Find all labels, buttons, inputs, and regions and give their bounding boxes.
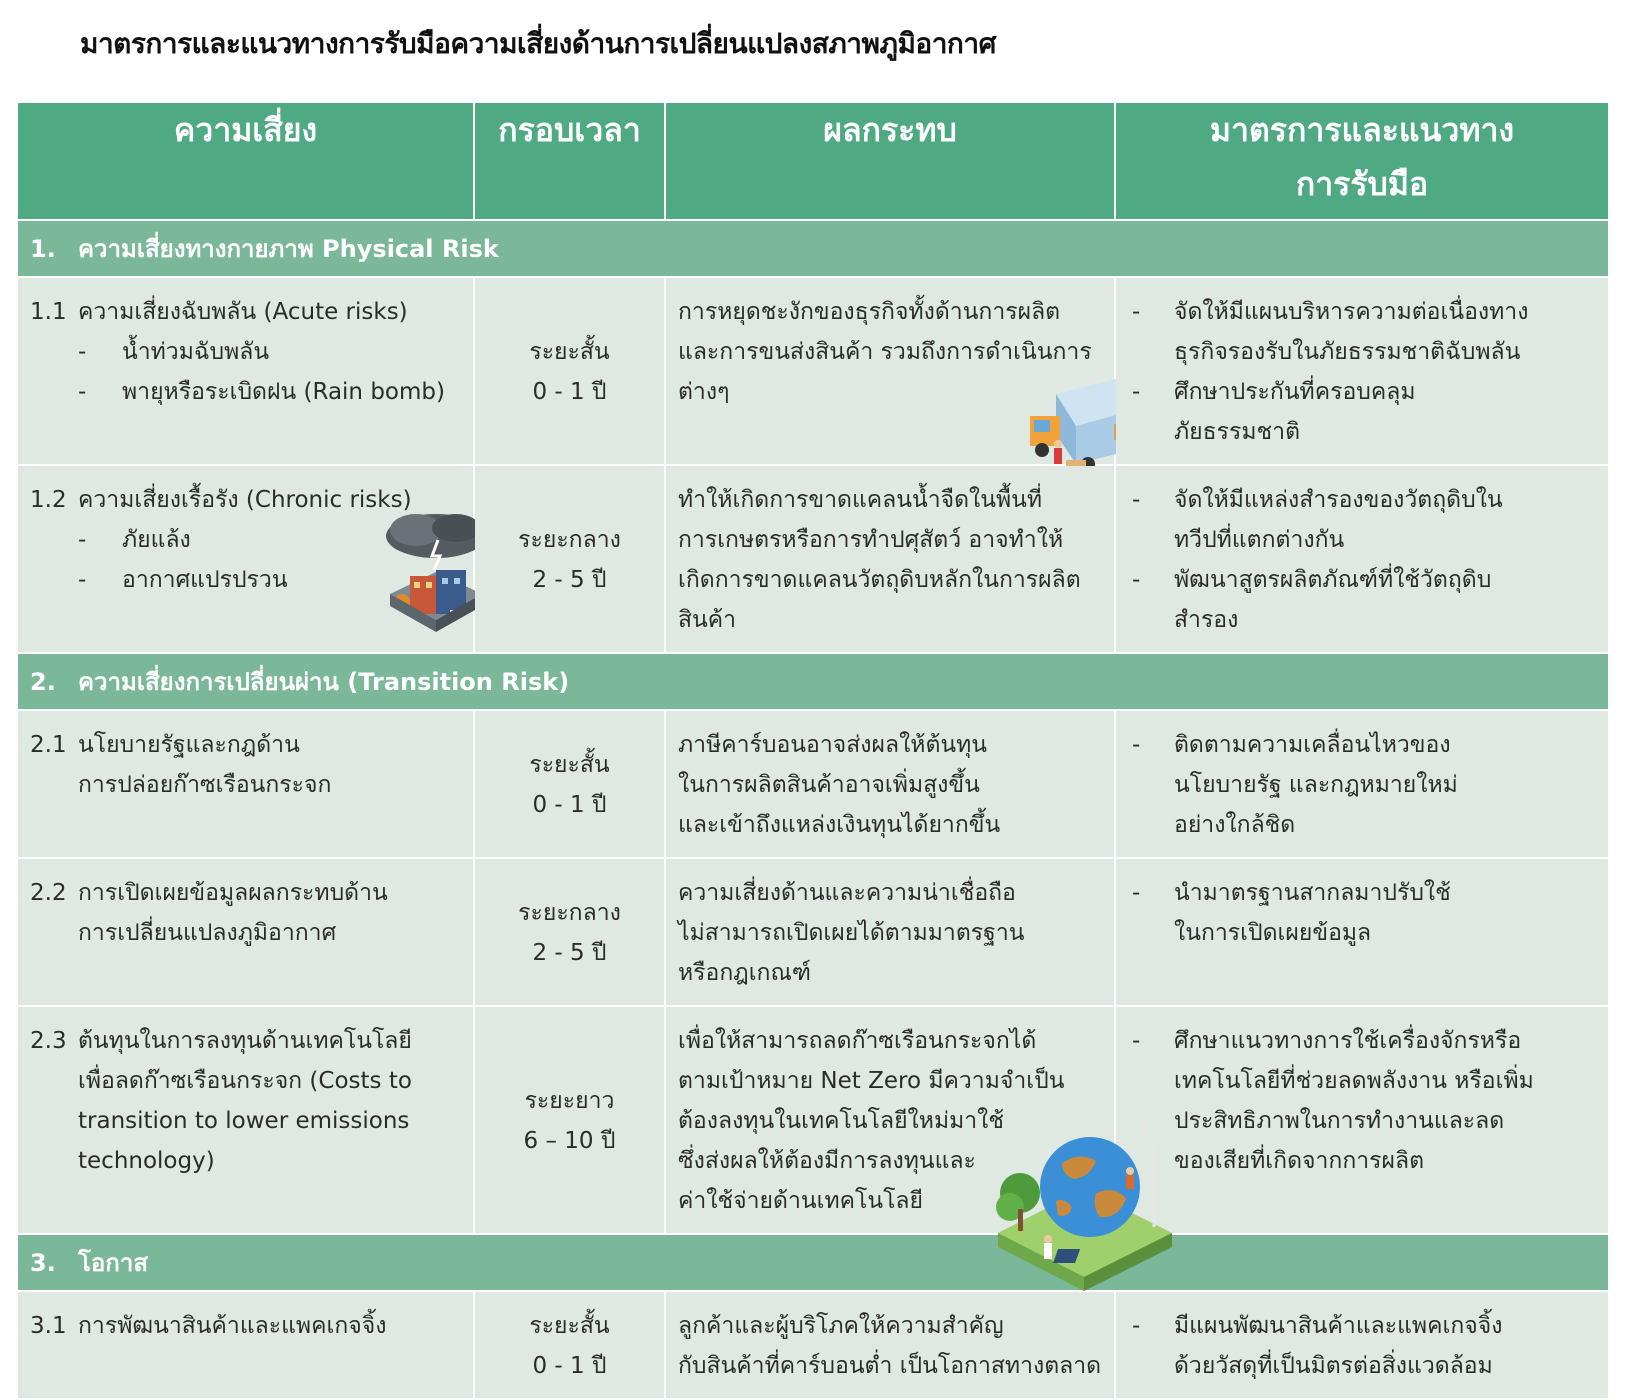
risk-number: 1.1	[30, 299, 67, 325]
risk-name-line: เพื่อลดก๊าซเรือนกระจก (Costs to	[78, 1068, 412, 1094]
section-number: 2.	[30, 668, 56, 696]
impact-line: และการขนส่งสินค้า รวมถึงการดำเนินการ	[678, 339, 1092, 365]
section-title: โอกาส	[78, 1249, 148, 1277]
section-title-cell	[17, 653, 1609, 710]
risk-name-line: technology)	[78, 1148, 215, 1174]
bullet-dash: -	[1132, 732, 1141, 758]
green-globe-illustration	[992, 1123, 1178, 1295]
impact-line: ต้องลงทุนในเทคโนโลยีใหม่มาใช้	[678, 1108, 1005, 1134]
risk-cell	[17, 465, 474, 653]
table-header-row	[17, 102, 1609, 220]
timeframe-years: 2 - 5 ปี	[532, 567, 607, 593]
section-row	[17, 653, 1609, 710]
impact-line: ค่าใช้จ่ายด้านเทคโนโลยี	[678, 1188, 923, 1214]
risk-number: 1.2	[30, 487, 67, 513]
header-measures-line2: การรับมือ	[1295, 165, 1429, 203]
risk-number: 3.1	[30, 1313, 67, 1339]
risk-name: ความเสี่ยงฉับพลัน (Acute risks)	[78, 299, 408, 325]
risk-number: 2.2	[30, 880, 67, 906]
timeframe-cell	[474, 277, 665, 465]
impact-cell	[665, 1006, 1115, 1234]
response-line: ประสิทธิภาพในการทำงานและลด	[1174, 1108, 1505, 1134]
response-line: พัฒนาสูตรผลิตภัณฑ์ที่ใช้วัตถุดิบ	[1174, 567, 1492, 593]
impact-line: ทำให้เกิดการขาดแคลนน้ำจืดในพื้นที่	[678, 487, 1043, 513]
risk-sub-item: ภัยแล้ง	[122, 527, 191, 553]
response-line: จัดให้มีแหล่งสำรองของวัตถุดิบใน	[1174, 487, 1503, 513]
risk-name-line: การเปลี่ยนแปลงภูมิอากาศ	[78, 920, 337, 946]
bullet-dash: -	[78, 527, 87, 553]
impact-line: สินค้า	[678, 607, 737, 633]
impact-line: กับสินค้าที่คาร์บอนต่ำ เป็นโอกาสทางตลาด	[678, 1353, 1102, 1379]
risk-cell	[17, 1006, 474, 1234]
impact-line: การหยุดชะงักของธุรกิจทั้งด้านการผลิต	[678, 299, 1061, 325]
impact-cell	[665, 710, 1115, 858]
impact-line: ตามเป้าหมาย Net Zero มีความจำเป็น	[678, 1068, 1065, 1094]
impact-line: ในการผลิตสินค้าอาจเพิ่มสูงขึ้น	[678, 772, 980, 798]
page-title: มาตรการและแนวทางการรับมือความเสี่ยงด้านการเปลี่ยนแปลงสภาพภูมิอากาศ	[80, 27, 996, 60]
response-cell	[1115, 1006, 1609, 1234]
risk-name: การพัฒนาสินค้าและแพคเกจจิ้ง	[78, 1313, 387, 1339]
risk-name-line: การเปิดเผยข้อมูลผลกระทบด้าน	[78, 880, 388, 906]
impact-cell	[665, 1291, 1115, 1399]
timeframe-years: 6 – 10 ปี	[523, 1128, 616, 1154]
timeframe-term: ระยะสั้น	[529, 339, 610, 365]
risk-sub-item: อากาศแปรปรวน	[122, 567, 288, 593]
response-line: นำมาตรฐานสากลมาปรับใช้	[1174, 880, 1451, 906]
risk-table	[16, 101, 1610, 1400]
timeframe-cell	[474, 465, 665, 653]
impact-line: ความเสี่ยงด้านและความน่าเชื่อถือ	[678, 880, 1016, 906]
bullet-dash: -	[78, 379, 87, 405]
section-title-cell	[17, 1234, 1609, 1291]
timeframe-years: 0 - 1 ปี	[532, 792, 607, 818]
header-measures	[1115, 102, 1609, 220]
header-impact: ผลกระทบ	[665, 102, 1115, 220]
impact-cell	[665, 277, 1115, 465]
timeframe-term: ระยะสั้น	[529, 752, 610, 778]
timeframe-years: 2 - 5 ปี	[532, 940, 607, 966]
impact-line: เพื่อให้สามารถลดก๊าซเรือนกระจกได้	[678, 1028, 1037, 1054]
section-number: 1.	[30, 235, 56, 263]
impact-line: ภาษีคาร์บอนอาจส่งผลให้ต้นทุน	[678, 732, 988, 758]
response-line: นโยบายรัฐ และกฎหมายใหม่	[1174, 772, 1458, 798]
timeframe-years: 0 - 1 ปี	[532, 1353, 607, 1379]
risk-name-line: การปล่อยก๊าซเรือนกระจก	[78, 772, 332, 798]
table-row	[17, 858, 1609, 1006]
bullet-dash: -	[1132, 1313, 1141, 1339]
risk-name-line: ต้นทุนในการลงทุนด้านเทคโนโลยี	[78, 1028, 412, 1054]
risk-sub-item: พายุหรือระเบิดฝน (Rain bomb)	[122, 379, 445, 405]
impact-cell	[665, 858, 1115, 1006]
timeframe-cell	[474, 858, 665, 1006]
risk-cell	[17, 710, 474, 858]
response-line: ติดตามความเคลื่อนไหวของ	[1174, 732, 1451, 758]
response-cell	[1115, 465, 1609, 653]
impact-line: ลูกค้าและผู้บริโภคให้ความสำคัญ	[678, 1313, 1004, 1339]
section-title: ความเสี่ยงทางกายภาพ Physical Risk	[78, 235, 499, 263]
header-risk: ความเสี่ยง	[17, 102, 474, 220]
response-cell	[1115, 1291, 1609, 1399]
response-line: มีแผนพัฒนาสินค้าและแพคเกจจิ้ง	[1174, 1313, 1503, 1339]
impact-line: และเข้าถึงแหล่งเงินทุนได้ยากขึ้น	[678, 812, 1001, 838]
timeframe-cell	[474, 1006, 665, 1234]
impact-cell	[665, 465, 1115, 653]
table-row	[17, 710, 1609, 858]
response-line: สำรอง	[1174, 607, 1239, 633]
response-line: จัดให้มีแผนบริหารความต่อเนื่องทาง	[1174, 299, 1529, 325]
bullet-dash: -	[78, 567, 87, 593]
table-row	[17, 1291, 1609, 1399]
section-row	[17, 1234, 1609, 1291]
response-line: ศึกษาประกันที่ครอบคลุม	[1174, 379, 1416, 405]
response-line: อย่างใกล้ชิด	[1174, 812, 1296, 838]
bullet-dash: -	[1132, 379, 1141, 405]
response-cell	[1115, 710, 1609, 858]
risk-cell	[17, 1291, 474, 1399]
timeframe-cell	[474, 710, 665, 858]
risk-number: 2.3	[30, 1028, 67, 1054]
section-title: ความเสี่ยงการเปลี่ยนผ่าน (Transition Risk)	[78, 668, 570, 696]
impact-line: ต่างๆ	[678, 379, 730, 405]
response-cell	[1115, 277, 1609, 465]
risk-number: 2.1	[30, 732, 67, 758]
risk-cell	[17, 277, 474, 465]
bullet-dash: -	[1132, 487, 1141, 513]
timeframe-years: 0 - 1 ปี	[532, 379, 607, 405]
section-row	[17, 220, 1609, 277]
bullet-dash: -	[1132, 880, 1141, 906]
response-cell	[1115, 858, 1609, 1006]
timeframe-cell	[474, 1291, 665, 1399]
table-row	[17, 1006, 1609, 1234]
response-line: ศึกษาแนวทางการใช้เครื่องจักรหรือ	[1174, 1028, 1522, 1054]
impact-line: หรือกฎเกณฑ์	[678, 960, 811, 986]
table-row	[17, 465, 1609, 653]
section-number: 3.	[30, 1249, 56, 1277]
timeframe-term: ระยะสั้น	[529, 1313, 610, 1339]
header-measures-line1: มาตรการและแนวทาง	[1209, 111, 1515, 149]
timeframe-term: ระยะกลาง	[518, 527, 621, 553]
section-title-cell	[17, 220, 1609, 277]
risk-name-line: transition to lower emissions	[78, 1108, 410, 1134]
response-line: ธุรกิจรองรับในภัยธรรมชาติฉับพลัน	[1174, 339, 1521, 365]
bullet-dash: -	[1132, 1028, 1141, 1054]
bullet-dash: -	[78, 339, 87, 365]
risk-sub-item: น้ำท่วมฉับพลัน	[122, 339, 270, 365]
impact-line: ไม่สามารถเปิดเผยได้ตามมาตรฐาน	[678, 920, 1025, 946]
impact-line: ซึ่งส่งผลให้ต้องมีการลงทุนและ	[678, 1148, 976, 1174]
response-line: ภัยธรรมชาติ	[1174, 419, 1301, 445]
risk-cell	[17, 858, 474, 1006]
header-timeframe: กรอบเวลา	[474, 102, 665, 220]
risk-name: ความเสี่ยงเรื้อรัง (Chronic risks)	[78, 487, 412, 513]
bullet-dash: -	[1132, 567, 1141, 593]
timeframe-term: ระยะยาว	[524, 1088, 615, 1114]
risk-name-line: นโยบายรัฐและกฎด้าน	[78, 732, 300, 758]
bullet-dash: -	[1132, 299, 1141, 325]
response-line: ทวีปที่แตกต่างกัน	[1174, 527, 1345, 553]
table-row	[17, 277, 1609, 465]
response-line: ของเสียที่เกิดจากการผลิต	[1174, 1148, 1425, 1174]
response-line: เทคโนโลยีที่ช่วยลดพลังงาน หรือเพิ่ม	[1174, 1068, 1534, 1094]
response-line: ด้วยวัสดุที่เป็นมิตรต่อสิ่งแวดล้อม	[1174, 1353, 1493, 1379]
impact-line: การเกษตรหรือการทำปศุสัตว์ อาจทำให้	[678, 527, 1064, 553]
impact-line: เกิดการขาดแคลนวัตถุดิบหลักในการผลิต	[678, 567, 1081, 593]
timeframe-term: ระยะกลาง	[518, 900, 621, 926]
response-line: ในการเปิดเผยข้อมูล	[1174, 920, 1372, 946]
